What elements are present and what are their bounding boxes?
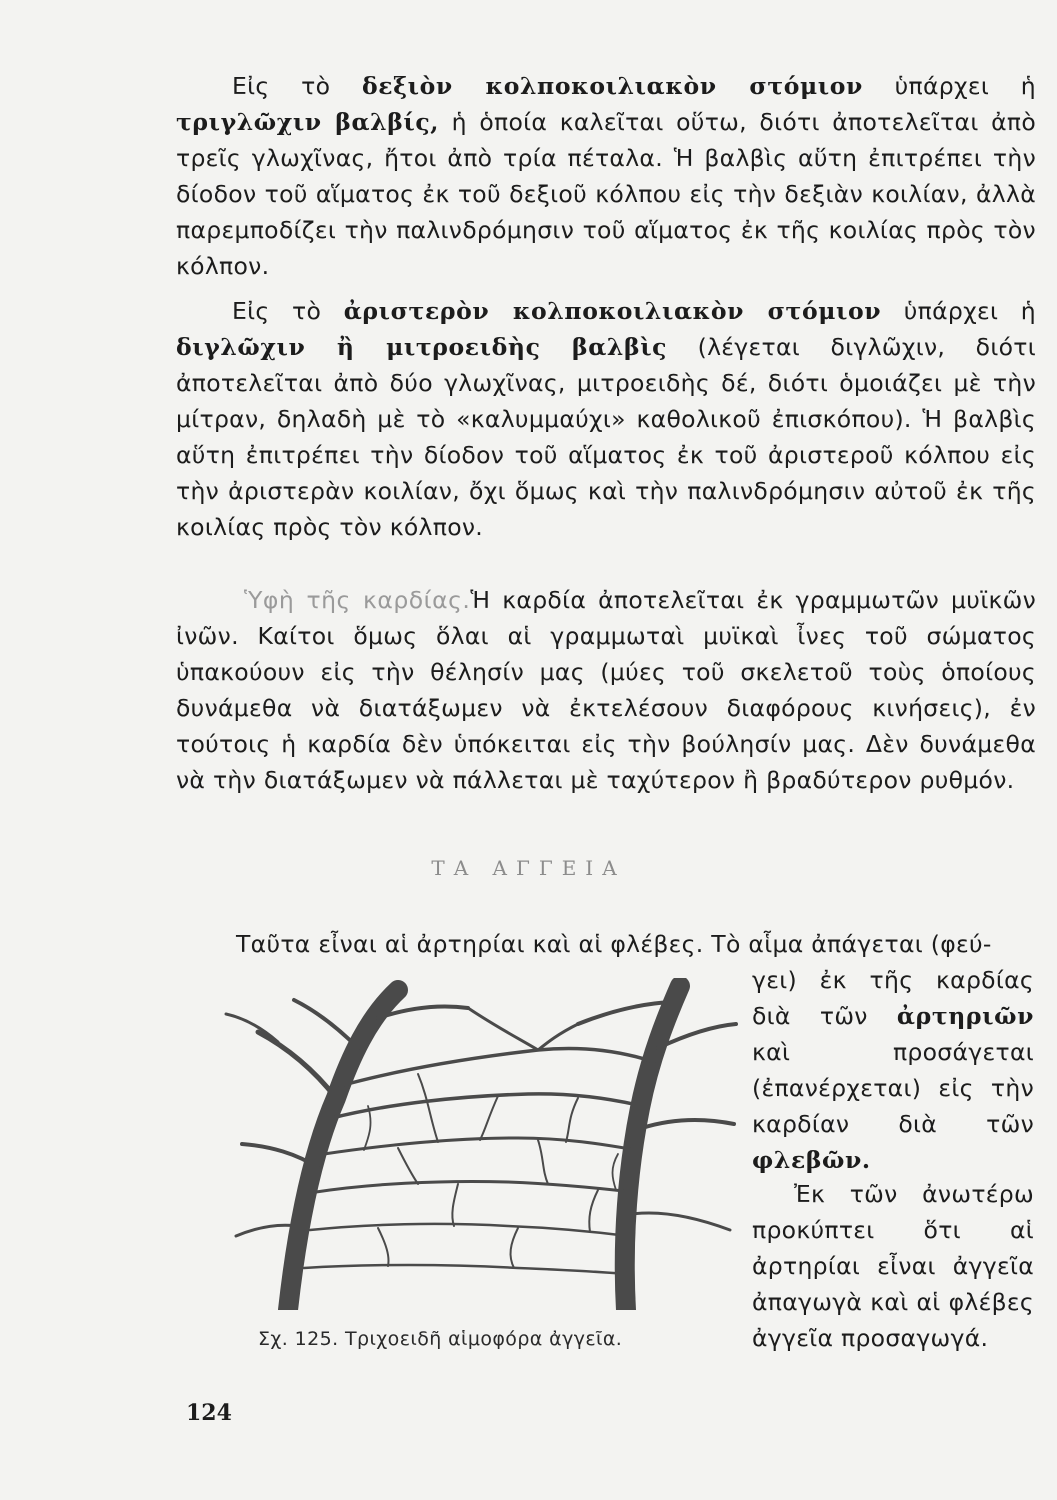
bold-term: φλεβῶν. <box>752 1146 871 1174</box>
bold-term: δεξιὸν κολποκοιλιακὸν στόμιον <box>361 72 863 100</box>
paragraph-vessels-line1: Ταῦτα εἶναι αἱ ἀρτηρίαι καὶ αἱ φλέβες. Τὸ αἷμα ἀπάγεται (φεύ- <box>236 930 992 958</box>
bold-term: διγλῶχιν ἢ μιτροειδὴς βαλβὶς <box>176 333 668 361</box>
capillaries-illustration <box>218 978 738 1310</box>
text-run: ἡ ὁποία καλεῖται οὕτω, διότι ἀποτελεῖται ἀπὸ τρεῖς γλωχῖνας, ἤτοι ἀπὸ τρία πέταλα. Ἡ βαλβὶς αὕτη ἐπιτρέπει τὴν δίοδον τοῦ αἵματος ἐκ τοῦ δεξιοῦ κόλπου εἰς τὴν δεξιὰν κοιλίαν, ἀλλὰ παρεμποδίζει τὴν παλινδρόμησιν τοῦ αἵματος ἐκ τῆς κοιλίας πρὸς τὸν κόλπον. <box>176 108 1037 280</box>
side-heading: Ὑφὴ τῆς καρδίας. <box>244 586 471 614</box>
section-heading: ΤΑ ΑΓΓΕΙΑ <box>431 856 626 880</box>
figure-caption: Σχ. 125. Τριχοειδῆ αἱμοφόρα ἀγγεῖα. <box>258 1328 623 1350</box>
paragraph-vessels-column <box>752 962 1034 1178</box>
text-run: καὶ προσάγεται (ἐπανέρχεται) εἰς τὴν καρδίαν διὰ τῶν <box>752 1038 1034 1138</box>
bold-term: ἀρτηριῶν <box>896 1002 1034 1030</box>
bold-term: ἀριστερὸν κολποκοιλιακὸν στόμιον <box>343 297 882 325</box>
text-run: γει) ἐκ τῆς καρδίας διὰ τῶν <box>752 966 1034 1030</box>
text-run: Εἰς τὸ <box>232 297 344 325</box>
paragraph-heart-structure <box>176 582 1036 798</box>
text-run: Εἰς τὸ <box>232 72 362 100</box>
paragraph-mitral-valve <box>176 293 1036 545</box>
paragraph-conclusion: Ἐκ τῶν ἀνωτέρω προκύπτει ὅτι αἱ ἀρτηρίαι εἶναι ἀγγεῖα ἀπαγωγὰ καὶ αἱ φλέβες ἀγγεῖα προσαγωγά. <box>752 1180 1034 1352</box>
text-run: (λέγεται διγλῶχιν, διότι ἀποτελεῖται ἀπὸ δύο γλωχῖνας, μιτροειδὴς δέ, διότι ὁμοιάζει μὲ τὴν μίτραν, δηλαδὴ μὲ τὸ «καλυμμαύχι» καθολικοῦ ἐπισκόπου). Ἡ βαλβὶς αὕτη ἐπιτρέπει τὴν δίοδον τοῦ αἵματος ἐκ τοῦ ἀριστεροῦ κόλπου εἰς τὴν ἀριστερὰν κοιλίαν, ὄχι ὅμως καὶ τὴν παλινδρόμησιν αὐτοῦ ἐκ τῆς κοιλίας πρὸς τὸν κόλπον. <box>176 333 1036 541</box>
paragraph-tricuspid-valve <box>176 68 1036 284</box>
bold-term: τριγλῶχιν βαλβίς, <box>176 108 440 136</box>
page-number: 124 <box>186 1400 232 1426</box>
text-run: ὑπάρχει ἡ <box>862 72 1036 100</box>
text-run: ὑπάρχει ἡ <box>881 297 1036 325</box>
text-run: Ἡ καρδία ἀποτελεῖται ἐκ γραμμωτῶν μυϊκῶν ἰνῶν. Καίτοι ὅμως ὅλαι αἱ γραμμωταὶ μυϊκαὶ ἶνες τοῦ σώματος ὑπακούουν εἰς τὴν θέλησίν μας (μύες τοῦ σκελετοῦ τοὺς ὁποίους δυνάμεθα νὰ διατάξωμεν νὰ ἐκτελέσουν διαφόρους κινήσεις), ἐν τούτοις ἡ καρδία δὲν ὑπόκειται εἰς τὴν βούλησίν μας. Δὲν δυνάμεθα νὰ τὴν διατάξωμεν νὰ πάλλεται μὲ ταχύτερον ἢ βραδύτερον ρυθμόν. <box>176 586 1036 794</box>
